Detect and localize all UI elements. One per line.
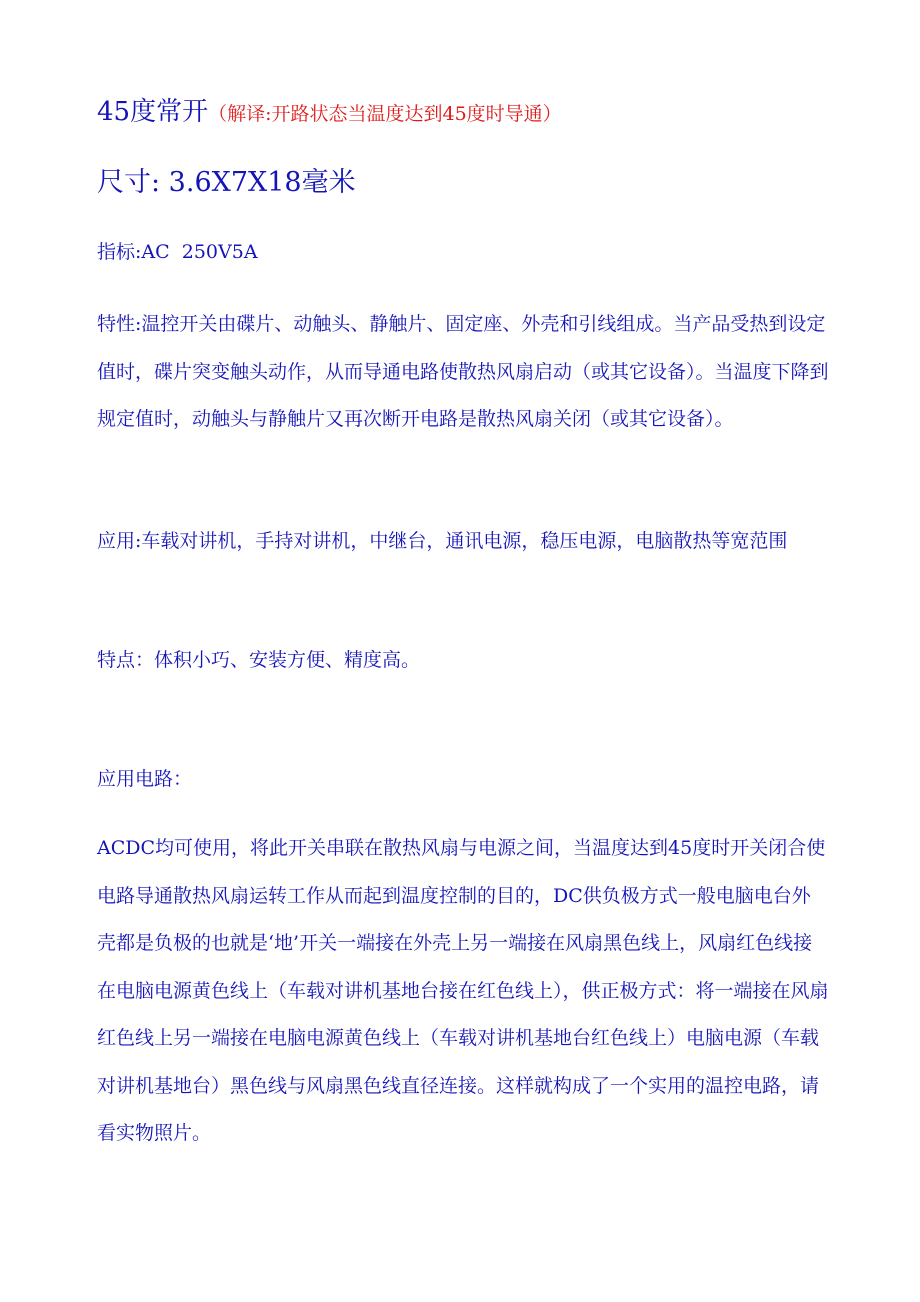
properties-paragraph: 特性:温控开关由碟片、动触头、静触片、固定座、外壳和引线组成。当产品受热到设定值时，碟片突变触头动作，从而导通电路使散热风扇启动（或其它设备）。当温度下降到规定值时，动触头与静触片又再次断开电路是散热风扇关闭（或其它设备）。 [97,313,829,430]
circuit-heading: 应用电路： [97,768,193,790]
title-note: （解译:开路状态当温度达到45度时导通） [208,103,562,125]
application-paragraph: 应用:车载对讲机，手持对讲机，中继台，通讯电源，稳压电源，电脑散热等宽范围 [97,530,788,552]
features-paragraph: 特点：体积小巧、安装方便、精度高。 [97,649,421,671]
product-title: 45度常开 [97,97,209,127]
circuit-paragraph: ACDC均可使用，将此开关串联在散热风扇与电源之间，当温度达到45度时开关闭合使电路导通散热风扇运转工作从而起到温度控制的目的，DC供负极方式一般电脑电台外壳都是负极的也就是‘地’开关一端接在外壳上另一端接在风扇黑色线上，风扇红色线接在电脑电源黄色线上（车载对讲机基地台接在红色线上），供正极方式：将一端接在风扇红色线上另一端接在电脑电源黄色线上（车载对讲机基地台红色线上）电脑电源（车载对讲机基地台）黑色线与风扇黑色线直径连接。这样就构成了一个实用的温控电路，请看实物照片。 [97,837,829,1144]
product-title-line [97,92,829,134]
spec-line: 指标:AC 250V5A [97,241,258,263]
size-line: 尺寸: 3.6X7X18毫米 [97,167,356,198]
